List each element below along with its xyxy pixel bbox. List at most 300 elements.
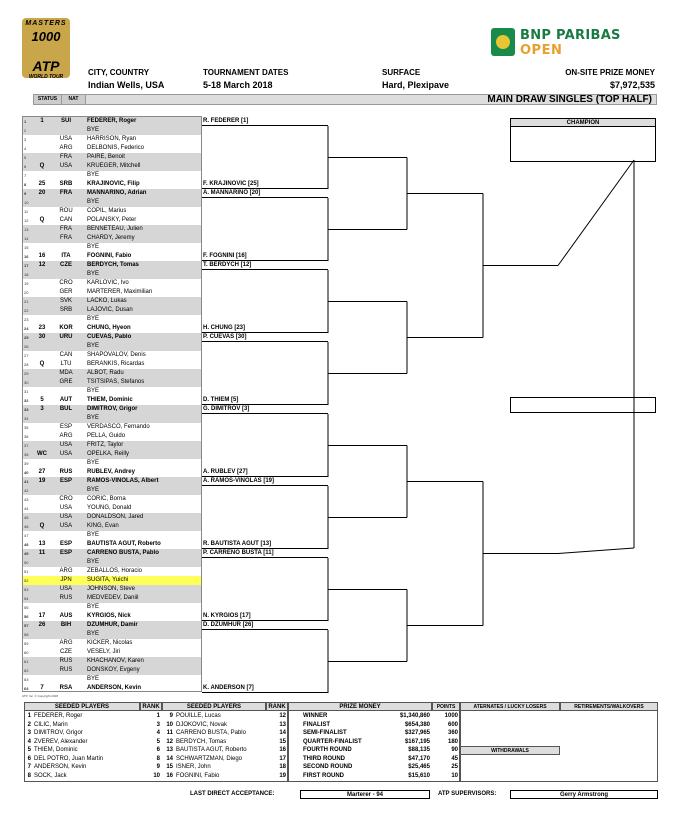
seed-rank: 8 xyxy=(156,755,160,762)
seed-player: CILIC, Marin xyxy=(34,721,68,728)
retirements-header: RETIREMENTS/WALKOVERS xyxy=(560,702,658,711)
seed-player: FEDERER, Roger xyxy=(34,713,83,719)
seed-number: 15 xyxy=(166,764,173,770)
player-p-cell: BYE xyxy=(87,604,100,610)
player-c-cell: LTU xyxy=(60,361,72,367)
round2-winner: D. DZUMHUR [26] xyxy=(202,621,328,630)
player-n-cell: 17 xyxy=(24,263,29,268)
player-p-cell: RAMOS-VINOLAS, Albert xyxy=(87,478,159,484)
player-n-cell: 61 xyxy=(24,659,29,664)
dates-value: 5-18 March 2018 xyxy=(203,80,273,90)
seed-number: 10 xyxy=(166,721,173,728)
lda-value: Marterer - 94 xyxy=(300,790,430,799)
player-n-cell: 8 xyxy=(24,182,27,187)
prize-index xyxy=(290,721,302,729)
player-n-cell: 31 xyxy=(24,389,29,394)
city-label: CITY, COUNTRY xyxy=(88,68,150,77)
player-s-cell: 1 xyxy=(40,118,44,124)
prize-points: 180 xyxy=(447,738,458,745)
player-n-cell: 12 xyxy=(24,218,29,223)
player-c-cell: RSA xyxy=(59,685,73,691)
seed-number: 2 xyxy=(27,721,31,728)
seed-number: 16 xyxy=(166,772,173,779)
lda-label: LAST DIRECT ACCEPTANCE: xyxy=(190,791,275,797)
seed-rank: 14 xyxy=(279,730,286,736)
withdrawals-header: WITHDRAWALS xyxy=(460,746,560,755)
player-c-cell: GER xyxy=(59,289,73,295)
prize-value: $7,972,535 xyxy=(609,80,655,90)
player-s-cell: Q xyxy=(39,523,45,529)
seed-player: BERDYCH, Tomas xyxy=(176,738,227,745)
player-c-cell: CRO xyxy=(59,280,73,286)
dates-label: TOURNAMENT DATES xyxy=(203,68,289,77)
prize-round: FOURTH ROUND xyxy=(303,747,352,753)
player-p-cell: BYE xyxy=(87,244,100,250)
player-n-cell: 19 xyxy=(24,281,29,286)
player-n-cell: 45 xyxy=(24,515,29,520)
prize-round: FINALIST xyxy=(303,721,330,728)
seed-rank: 9 xyxy=(156,764,160,770)
prize-round: SEMI-FINALIST xyxy=(303,730,347,736)
player-p-cell: FRITZ, Taylor xyxy=(87,442,124,448)
player-p-cell: THIEM, Dominic xyxy=(87,397,133,403)
player-s-cell: 19 xyxy=(38,478,46,484)
player-s-cell: Q xyxy=(39,163,45,169)
player-n-cell: 56 xyxy=(24,614,29,619)
prize-index xyxy=(290,738,302,746)
player-p-cell: BYE xyxy=(87,559,100,565)
player-c-cell: ARG xyxy=(59,145,73,151)
player-p-cell: RUBLEV, Andrey xyxy=(87,469,135,475)
player-c-cell: AUT xyxy=(59,397,73,403)
seed-number: 3 xyxy=(27,730,31,736)
round2-winner: R. FEDERER [1] xyxy=(202,117,328,126)
supervisors-label: ATP SUPERVISORS: xyxy=(438,791,497,797)
player-p-cell: KHACHANOV, Karen xyxy=(87,658,144,664)
player-n-cell: 3 xyxy=(24,137,27,142)
rank-header-left: RANK xyxy=(140,702,162,711)
supervisors-value: Gerry Armstrong xyxy=(510,790,658,799)
player-p-cell: KRUEGER, Mitchell xyxy=(87,163,141,169)
player-n-cell: 6 xyxy=(24,164,27,169)
prize-index xyxy=(290,729,302,737)
city-value: Indian Wells, USA xyxy=(88,80,165,90)
player-p-cell: VERDASCO, Fernando xyxy=(87,424,150,430)
player-c-cell: JPN xyxy=(60,577,72,583)
player-p-cell: KING, Evan xyxy=(87,523,119,529)
seed-player: ISNER, John xyxy=(176,764,211,770)
player-c-cell: URU xyxy=(59,334,73,340)
player-n-cell: 35 xyxy=(24,425,29,430)
player-s-cell: 30 xyxy=(38,334,46,340)
player-s-cell: 5 xyxy=(40,397,44,403)
player-p-cell: BYE xyxy=(87,532,100,538)
logo-atp-text: ATP xyxy=(32,58,60,74)
player-n-cell: 4 xyxy=(24,146,27,151)
player-c-cell: RUS xyxy=(59,658,73,664)
surface-label: SURFACE xyxy=(382,68,421,77)
rank-header-right: RANK xyxy=(266,702,288,711)
player-c-cell: AUS xyxy=(59,613,73,619)
player-n-cell: 16 xyxy=(24,254,29,259)
player-c-cell: USA xyxy=(59,505,73,511)
player-n-cell: 26 xyxy=(24,344,29,349)
player-n-cell: 51 xyxy=(24,569,29,574)
player-p-cell: COPIL, Marius xyxy=(87,208,127,214)
player-c-cell: ARG xyxy=(59,640,73,646)
round2-winner: N. KYRGIOS [17] xyxy=(202,612,328,621)
player-n-cell: 32 xyxy=(24,398,29,403)
player-c-cell: FRA xyxy=(60,226,72,232)
player-c-cell: USA xyxy=(59,586,73,592)
player-c-cell: ITA xyxy=(61,253,71,259)
player-n-cell: 58 xyxy=(24,632,29,637)
player-s-cell: 20 xyxy=(38,190,46,196)
player-c-cell: CAN xyxy=(59,352,73,358)
player-c-cell: KOR xyxy=(59,325,73,331)
seed-player: ANDERSON, Kevin xyxy=(34,764,87,770)
round2-winner: A. MANNARINO [20] xyxy=(202,189,328,198)
prize-round: FIRST ROUND xyxy=(303,772,344,779)
player-s-cell: 17 xyxy=(38,613,46,619)
player-p-cell: ANDERSON, Kevin xyxy=(87,685,142,691)
prize-money: $1,340,860 xyxy=(399,713,430,719)
player-s-cell: 13 xyxy=(38,541,46,547)
seed-number: 11 xyxy=(166,730,173,736)
player-p-cell: ZEBALLOS, Horacio xyxy=(87,568,143,574)
prize-points: 25 xyxy=(451,764,458,770)
player-n-cell: 14 xyxy=(24,236,29,241)
player-c-cell: MDA xyxy=(59,370,73,376)
player-c-cell: CZE xyxy=(60,649,72,655)
player-p-cell: BYE xyxy=(87,343,100,349)
player-p-cell: CHUNG, Hyeon xyxy=(87,325,131,331)
player-n-cell: 46 xyxy=(24,524,29,529)
bracket-line xyxy=(558,548,634,554)
seed-player: DEL POTRO, Juan Martin xyxy=(34,755,104,762)
player-c-cell: BIH xyxy=(60,622,72,628)
prize-index xyxy=(290,763,302,771)
player-p-cell: KICKER, Nicolas xyxy=(87,640,133,646)
prize-money: $88,135 xyxy=(408,747,430,753)
prize-points: 10 xyxy=(451,772,458,779)
player-p-cell: BYE xyxy=(87,172,100,178)
player-s-cell: Q xyxy=(39,217,45,223)
player-p-cell: BAUTISTA AGUT, Roberto xyxy=(87,541,161,547)
seed-player: ZVEREV, Alexander xyxy=(34,738,88,745)
player-p-cell: CARRENO BUSTA, Pablo xyxy=(87,550,159,556)
player-n-cell: 5 xyxy=(24,155,27,160)
player-n-cell: 63 xyxy=(24,677,29,682)
player-s-cell: 23 xyxy=(38,325,46,331)
seed-rank: 15 xyxy=(279,738,286,745)
player-p-cell: DIMITROV, Grigor xyxy=(87,406,138,412)
player-p-cell: CUEVAS, Pablo xyxy=(87,334,132,340)
player-n-cell: 36 xyxy=(24,434,29,439)
round2-winner: P. CARRENO BUSTA [11] xyxy=(202,549,328,558)
player-c-cell: USA xyxy=(59,523,73,529)
player-p-cell: BYE xyxy=(87,316,100,322)
player-n-cell: 54 xyxy=(24,596,29,601)
player-c-cell: ESP xyxy=(59,478,72,484)
seed-player: CARRENO BUSTA, Pablo xyxy=(176,730,246,736)
points-header: POINTS xyxy=(432,702,460,711)
player-p-cell: ALBOT, Radu xyxy=(87,370,124,376)
round2-winner: A. RUBLEV [27] xyxy=(202,468,328,477)
player-n-cell: 10 xyxy=(24,200,29,205)
player-c-cell: SVK xyxy=(59,298,72,304)
player-c-cell: SUI xyxy=(60,118,71,124)
round2-winner: R. BAUTISTA AGUT [13] xyxy=(202,540,328,549)
player-c-cell: ARG xyxy=(59,433,73,439)
player-c-cell: ARG xyxy=(59,568,73,574)
player-p-cell: BERDYCH, Tomas xyxy=(87,262,139,268)
prize-money: $47,170 xyxy=(408,755,430,762)
player-n-cell: 49 xyxy=(24,551,29,556)
round2-winner: H. CHUNG [23] xyxy=(202,324,328,333)
player-n-cell: 25 xyxy=(24,335,29,340)
player-n-cell: 60 xyxy=(24,650,29,655)
prize-points: 600 xyxy=(447,721,458,728)
player-c-cell: USA xyxy=(59,163,73,169)
player-c-cell: USA xyxy=(59,442,73,448)
player-p-cell: DONSKOY, Evgeny xyxy=(87,667,140,673)
player-n-cell: 47 xyxy=(24,533,29,538)
player-n-cell: 23 xyxy=(24,317,29,322)
seed-player: DJOKOVIC, Novak xyxy=(176,721,228,728)
player-p-cell: MANNARINO, Adrian xyxy=(87,190,147,196)
player-p-cell: BERANKIS, Ricardas xyxy=(87,361,145,367)
player-n-cell: 55 xyxy=(24,605,29,610)
player-c-cell: GRE xyxy=(59,379,73,385)
prize-round: SECOND ROUND xyxy=(303,764,353,770)
player-c-cell: SRB xyxy=(59,307,73,313)
player-n-cell: 30 xyxy=(24,380,29,385)
seed-number: 1 xyxy=(27,713,31,719)
player-n-cell: 20 xyxy=(24,290,29,295)
round2-winner: G. DIMITROV [3] xyxy=(202,405,328,414)
player-p-cell: BYE xyxy=(87,487,100,493)
player-n-cell: 59 xyxy=(24,641,29,646)
player-p-cell: FEDERER, Roger xyxy=(87,118,137,124)
seed-rank: 1 xyxy=(156,713,160,719)
logo-world-tour-text: WORLD TOUR xyxy=(28,74,64,80)
player-s-cell: 7 xyxy=(40,685,44,691)
seed-rank: 4 xyxy=(156,730,160,736)
player-n-cell: 42 xyxy=(24,488,29,493)
round2-winner: K. ANDERSON [7] xyxy=(202,684,328,693)
player-p-cell: KRAJINOVIC, Filip xyxy=(87,181,140,187)
round2-winner: P. CUEVAS [30] xyxy=(202,333,328,342)
prize-label: ON-SITE PRIZE MONEY xyxy=(565,68,655,77)
seed-rank: 3 xyxy=(156,721,160,728)
player-n-cell: 53 xyxy=(24,587,29,592)
round2-winner: F. FOGNINI [16] xyxy=(202,252,328,261)
player-p-cell: KARLOVIC, Ivo xyxy=(87,280,129,286)
player-n-cell: 62 xyxy=(24,668,29,673)
player-n-cell: 43 xyxy=(24,497,29,502)
player-n-cell: 52 xyxy=(24,578,29,583)
player-p-cell: PELLA, Guido xyxy=(87,433,126,439)
player-c-cell: FRA xyxy=(60,154,72,160)
player-p-cell: SHAPOVALOV, Denis xyxy=(87,352,146,358)
player-p-cell: LACKO, Lukas xyxy=(87,298,127,304)
seed-number: 12 xyxy=(166,738,173,745)
player-c-cell: CAN xyxy=(59,217,73,223)
seed-player: SCHWARTZMAN, Diego xyxy=(176,755,243,762)
seed-rank: 18 xyxy=(279,764,286,770)
player-c-cell: SRB xyxy=(59,181,73,187)
player-p-cell: BYE xyxy=(87,676,100,682)
player-c-cell: RUS xyxy=(59,595,73,601)
champion-label: CHAMPION xyxy=(511,119,655,127)
surface-value: Hard, Plexipave xyxy=(382,80,450,90)
player-n-cell: 21 xyxy=(24,299,29,304)
alternates-header: ATERNATES / LUCKY LOSERS xyxy=(460,702,560,711)
player-p-cell: POLANSKY, Peter xyxy=(87,217,137,223)
seed-player: POUILLE, Lucas xyxy=(176,713,221,719)
player-p-cell: BYE xyxy=(87,199,100,205)
player-p-cell: SUGITA, Yuichi xyxy=(87,577,129,583)
player-p-cell: MEDVEDEV, Daniil xyxy=(87,595,139,601)
prize-index xyxy=(290,772,302,780)
sponsor-line2: OPEN xyxy=(520,43,563,58)
alternates-box xyxy=(460,702,658,782)
seed-player: SOCK, Jack xyxy=(34,772,67,779)
prize-index xyxy=(290,746,302,754)
player-c-cell: RUS xyxy=(59,667,73,673)
round2-winner: T. BERDYCH [12] xyxy=(202,261,328,270)
player-n-cell: 18 xyxy=(24,272,29,277)
seed-rank: 12 xyxy=(279,713,286,719)
player-c-cell: ROU xyxy=(59,208,73,214)
seed-number: 4 xyxy=(27,738,31,745)
player-p-cell: BYE xyxy=(87,127,100,133)
seed-rank: 5 xyxy=(156,738,160,745)
player-p-cell: BYE xyxy=(87,460,100,466)
player-c-cell: ESP xyxy=(59,424,72,430)
player-p-cell: PAIRE, Benoit xyxy=(87,154,125,160)
player-p-cell: TSITSIPAS, Stefanos xyxy=(87,379,145,385)
prize-points: 45 xyxy=(451,755,458,762)
player-c-cell: CZE xyxy=(60,262,72,268)
player-n-cell: 11 xyxy=(24,209,29,214)
player-p-cell: CHARDY, Jeremy xyxy=(87,235,135,241)
player-s-cell: 3 xyxy=(40,406,44,412)
player-p-cell: OPELKA, Reilly xyxy=(87,451,130,457)
seed-rank: 19 xyxy=(279,772,286,779)
seed-number: 13 xyxy=(166,747,173,753)
player-s-cell: WC xyxy=(37,451,47,457)
player-n-cell: 64 xyxy=(24,686,29,691)
player-c-cell: RUS xyxy=(59,469,73,475)
prize-round: QUARTER-FINALIST xyxy=(303,738,362,745)
player-n-cell: 27 xyxy=(24,353,29,358)
player-p-cell: BENNETEAU, Julien xyxy=(87,226,143,232)
player-c-cell: USA xyxy=(59,514,73,520)
seed-player: FOGNINI, Fabio xyxy=(176,772,220,779)
player-n-cell: 41 xyxy=(24,479,29,484)
player-c-cell: ESP xyxy=(59,541,72,547)
player-n-cell: 33 xyxy=(24,407,29,412)
player-p-cell: CORIC, Borna xyxy=(87,496,126,502)
player-c-cell: BUL xyxy=(59,406,73,412)
copyright: ATP, Inc. © Copyright 2018 xyxy=(22,694,58,698)
prize-round: THIRD ROUND xyxy=(303,755,345,762)
seed-player: THIEM, Dominic xyxy=(34,747,78,753)
bracket-line xyxy=(558,160,634,266)
prize-points: 360 xyxy=(447,730,458,736)
player-n-cell: 2 xyxy=(24,128,27,133)
player-s-cell: 12 xyxy=(38,262,46,268)
nat-header: NAT xyxy=(62,95,86,104)
player-p-cell: FOGNINI, Fabio xyxy=(87,253,132,259)
prize-points: 1000 xyxy=(444,713,458,719)
sponsor-line1: BNP PARIBAS xyxy=(520,28,621,43)
player-c-cell: FRA xyxy=(60,235,72,241)
player-n-cell: 50 xyxy=(24,560,29,565)
seed-number: 9 xyxy=(169,713,173,719)
seed-number: 14 xyxy=(166,755,173,762)
player-n-cell: 39 xyxy=(24,461,29,466)
player-p-cell: DONALDSON, Jared xyxy=(87,514,144,520)
player-s-cell: 26 xyxy=(38,622,46,628)
seed-number: 5 xyxy=(27,747,31,753)
seed-rank: 16 xyxy=(279,747,286,753)
seed-number: 8 xyxy=(27,772,31,779)
draw-title: MAIN DRAW SINGLES (TOP HALF) xyxy=(487,94,652,105)
player-s-cell: 11 xyxy=(38,550,46,556)
player-n-cell: 13 xyxy=(24,227,29,232)
player-p-cell: JOHNSON, Steve xyxy=(87,586,136,592)
champion-box xyxy=(510,118,656,162)
player-n-cell: 24 xyxy=(24,326,29,331)
seed-player: DIMITROV, Grigor xyxy=(34,730,83,736)
seeded-header-right: SEEDED PLAYERS xyxy=(162,702,266,711)
final-box xyxy=(510,397,656,413)
seed-player: BAUTISTA AGUT, Roberto xyxy=(176,747,247,753)
player-p-cell: BYE xyxy=(87,388,100,394)
round2-winner: A. RAMOS-VINOLAS [19] xyxy=(202,477,328,486)
player-c-cell: ESP xyxy=(59,550,72,556)
player-p-cell: DZUMHUR, Damir xyxy=(87,622,138,628)
prize-round: WINNER xyxy=(303,713,328,719)
prize-money: $654,380 xyxy=(404,721,430,728)
player-n-cell: 38 xyxy=(24,452,29,457)
player-c-cell: USA xyxy=(59,451,73,457)
player-c-cell: USA xyxy=(59,136,73,142)
status-header: STATUS xyxy=(34,95,62,104)
logo-masters-text: MASTERS xyxy=(25,20,67,27)
player-n-cell: 44 xyxy=(24,506,29,511)
player-n-cell: 29 xyxy=(24,371,29,376)
player-n-cell: 7 xyxy=(24,173,27,178)
seed-rank: 17 xyxy=(279,755,286,762)
player-n-cell: 15 xyxy=(24,245,29,250)
player-n-cell: 37 xyxy=(24,443,29,448)
prize-points: 90 xyxy=(451,747,458,753)
player-n-cell: 57 xyxy=(24,623,29,628)
player-s-cell: 27 xyxy=(38,469,46,475)
prize-money: $327,965 xyxy=(404,730,430,736)
player-s-cell: 16 xyxy=(38,253,46,259)
prize-money: $167,195 xyxy=(404,738,430,745)
player-p-cell: MARTERER, Maximilian xyxy=(87,289,153,295)
seed-number: 6 xyxy=(27,755,31,762)
player-p-cell: HARRISON, Ryan xyxy=(87,136,137,142)
player-p-cell: LAJOVIC, Dusan xyxy=(87,307,133,313)
logo-1000-text: 1000 xyxy=(31,29,61,44)
